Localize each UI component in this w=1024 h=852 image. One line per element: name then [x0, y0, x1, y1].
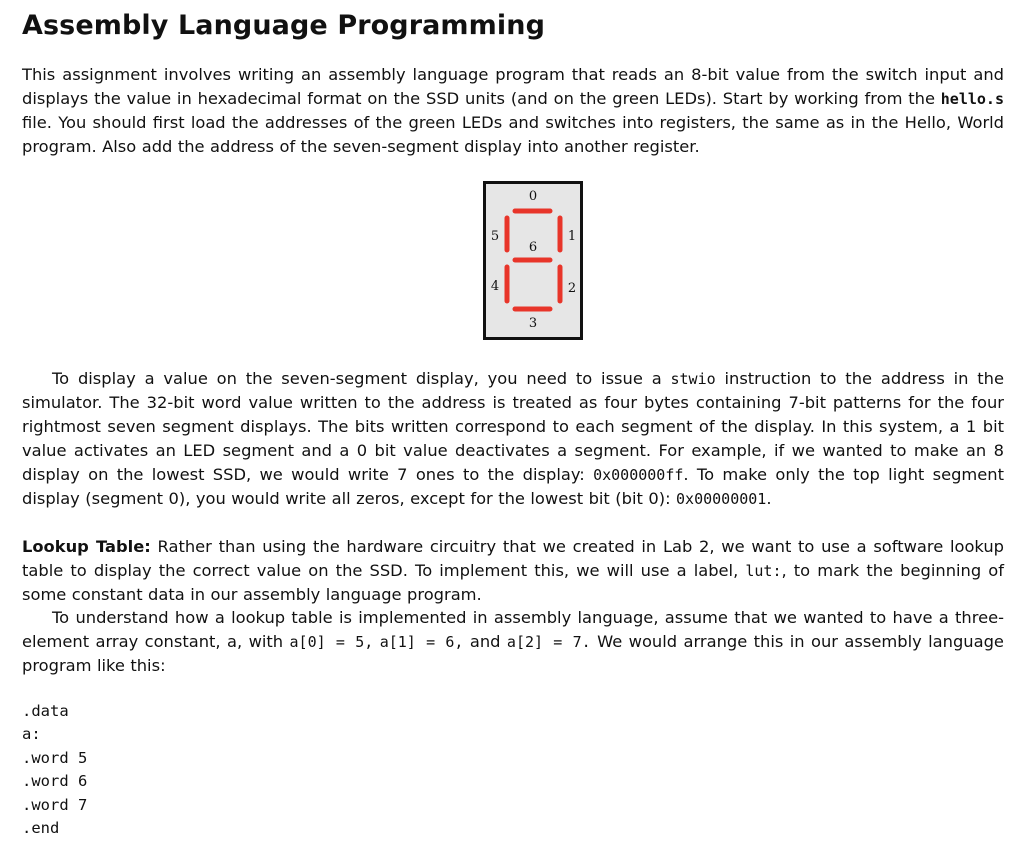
segment-label-6: 6: [528, 240, 538, 255]
segment-label-0: 0: [528, 189, 538, 204]
page-title: Assembly Language Programming: [22, 10, 546, 41]
lookup-paragraph: Lookup Table: Rather than using the hardware circuitry that we created in Lab 2, we want to use a software lookup table to display the correct value on the SSD. To implement this, we will use a label, lut:, to mark the beginning of some constant data in our assembly language program.: [22, 537, 1004, 604]
segment-label-2: 2: [567, 281, 577, 296]
display-paragraph: To display a value on the seven-segment display, you need to issue a stwio instruction to the address in the simulator. The 32-bit word value written to the address is treated as four bytes containing 7-bit patterns for the four rightmost seven segment displays. The bits written correspond to each segment of the display. In this system, a 1 bit value activates an LED segment and a 0 bit value deactivates a segment. For example, if we wanted to make an 8 display on the lowest SSD, we would write 7 ones to the display: 0x000000ff. To make only the top light segment display (segment 0), you would write all zeros, except for the lowest bit (bit 0): 0x00000001.: [22, 369, 1005, 508]
code-line: .data: [22, 702, 69, 720]
hex-value-ff: 0x000000ff: [593, 466, 684, 484]
segment-label-5: 5: [490, 229, 500, 244]
code-line: .word 6: [22, 772, 88, 791]
label-code: lut:: [745, 562, 782, 580]
code-line: .word 7: [22, 795, 88, 814]
hex-value-01: 0x00000001: [676, 490, 767, 508]
segment-label-1: 1: [567, 229, 577, 244]
segment-label-4: 4: [490, 279, 500, 294]
array-element-2: a[2] = 7.: [506, 633, 591, 651]
array-paragraph: To understand how a lookup table is implemented in assembly language, assume that we wanted to have a three-element array constant, a, with a[0] = 5, a[1] = 6, and a[2] = 7. We would arrange this in our assembly language program like this:: [22, 608, 1004, 675]
code-line: a:: [22, 725, 41, 744]
instruction-code: stwio: [670, 370, 716, 388]
intro-paragraph: This assignment involves writing an assembly language program that reads an 8-bit value from the switch input and displays the value in hexadecimal format on the SSD units (and on the green LEDs). Start by working from the hello.s file. You should first load the addresses of the green LEDs and switches into registers, the same as in the Hello, World program. Also add the address of the seven-segment display into another register.: [22, 65, 1004, 156]
seven-segment-diagram: [483, 181, 583, 340]
array-element-1: a[1] = 6,: [379, 633, 464, 651]
code-line: .end: [22, 819, 60, 838]
filename-code: hello.s: [940, 90, 1004, 108]
lookup-heading: Lookup Table:: [22, 537, 151, 556]
segment-label-3: 3: [528, 316, 538, 331]
array-element-0: a[0] = 5,: [289, 633, 374, 651]
code-line: .word 5: [22, 748, 88, 767]
seven-segment-figure: [483, 181, 583, 340]
code-listing: [22, 700, 87, 840]
